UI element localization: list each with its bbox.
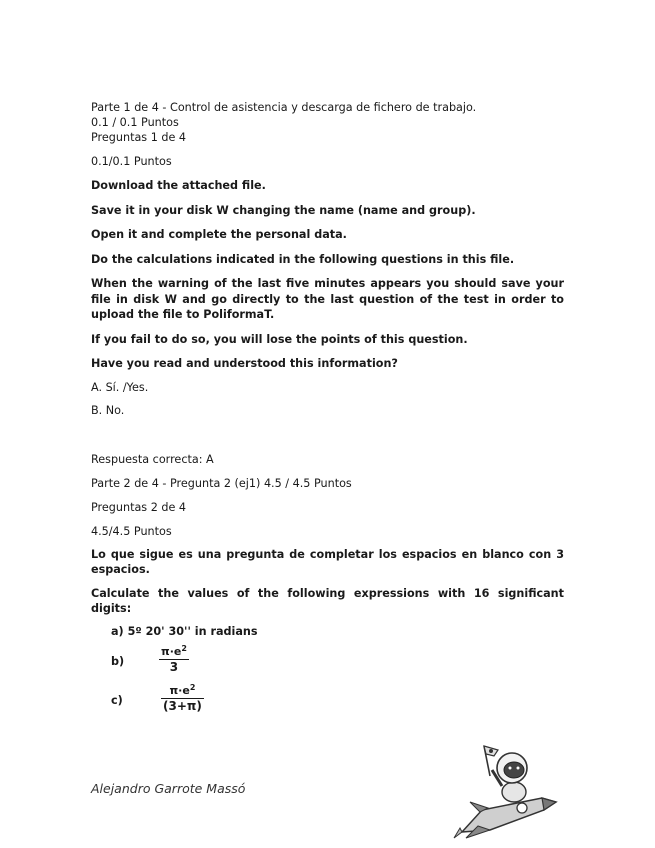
- section1-title: Parte 1 de 4 - Control de asistencia y descarga de fichero de trabajo.: [91, 101, 477, 114]
- instruction-calculate: Do the calculations indicated in the following questions in this file.: [91, 252, 515, 266]
- expression-c-denominator: (3+π): [163, 699, 202, 713]
- instruction-fail: If you fail to do so, you will lose the points of this question.: [91, 332, 468, 346]
- instruction-warning: When the warning of the last five minutes appears you should save your file in disk W and go directly to the last question of the test in order to upload the file to PoliformaT.: [91, 277, 564, 321]
- section2-questions-counter: Preguntas 2 de 4: [91, 500, 187, 514]
- instruction-save: Save it in your disk W changing the name (name and group).: [91, 203, 476, 217]
- option-b: B. No.: [91, 403, 125, 417]
- instruction-open: Open it and complete the personal data.: [91, 228, 347, 241]
- section2-title: Parte 2 de 4 - Pregunta 2 (ej1) 4.5 / 4.5 Puntos: [91, 476, 352, 490]
- expression-c-numerator: $\pi\cdot e^2$: [169, 683, 196, 697]
- expression-c-fraction: [161, 681, 204, 714]
- option-a: A. Sí. /Yes.: [91, 380, 149, 394]
- expression-a-label: a): [111, 625, 124, 638]
- astronaut-rocket-icon: [452, 740, 562, 840]
- section2-points: 4.5/4.5 Puntos: [91, 524, 172, 538]
- expression-a-text: 5º 20' 30'' in radians: [127, 625, 258, 638]
- question-prompt: Calculate the values of the following expressions with 16 significant digits:: [91, 586, 564, 615]
- section1-score: 0.1 / 0.1 Puntos: [91, 116, 179, 129]
- section1-points: 0.1/0.1 Puntos: [91, 155, 172, 168]
- document-body: [91, 100, 564, 617]
- instruction-question: Have you read and understood this information?: [91, 357, 398, 370]
- expression-c-label: c): [111, 694, 123, 707]
- expression-b-denominator: 3: [169, 660, 179, 674]
- author-name: Alejandro Garrote Massó: [91, 781, 246, 796]
- expression-a: [111, 625, 258, 638]
- instruction-download: Download the attached file.: [91, 179, 266, 192]
- section1-questions-counter: Preguntas 1 de 4: [91, 131, 187, 144]
- expression-b-fraction: [159, 642, 189, 675]
- expression-b-numerator: $\pi\cdot e^2$: [161, 644, 187, 658]
- fill-blank-note: Lo que sigue es una pregunta de completar los espacios en blanco con 3 espacios.: [91, 547, 564, 576]
- correct-answer: Respuesta correcta: A: [91, 452, 214, 466]
- expression-b-label: b): [111, 655, 125, 668]
